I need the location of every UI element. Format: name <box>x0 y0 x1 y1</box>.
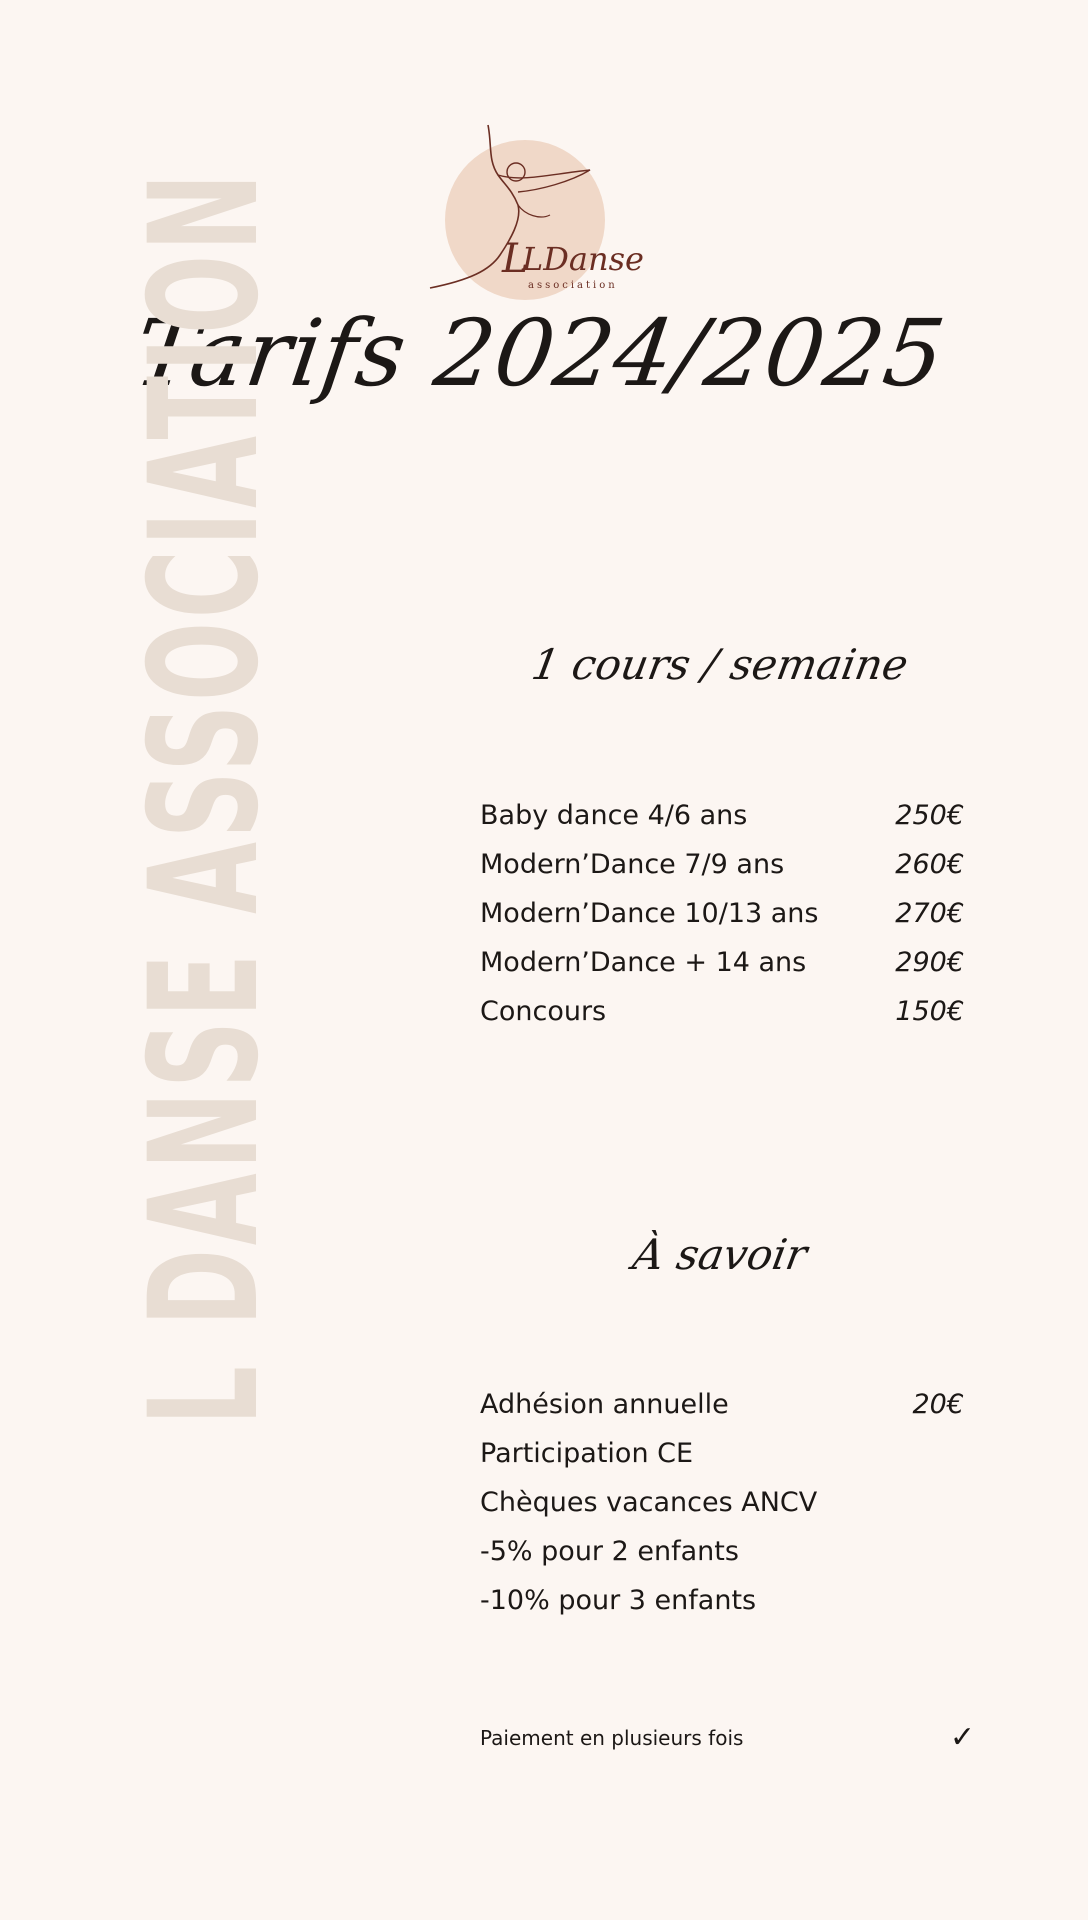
list-item <box>480 1438 964 1487</box>
svg-text:association: association <box>528 280 618 291</box>
list-item <box>480 996 964 1045</box>
payment-label: Paiement en plusieurs fois <box>480 1725 744 1750</box>
list-item <box>480 947 964 996</box>
dancer-logo-icon <box>430 120 660 300</box>
item-label: Participation CE <box>480 1438 694 1469</box>
item-label: Chèques vacances ANCV <box>480 1487 818 1518</box>
item-label: Baby dance 4/6 ans <box>480 800 748 831</box>
list-item <box>480 1585 964 1634</box>
item-label: -10% pour 3 enfants <box>480 1585 757 1616</box>
list-item <box>480 1389 964 1438</box>
list-item <box>480 898 964 947</box>
item-price: 290€ <box>895 947 964 978</box>
svg-text:L: L <box>502 236 529 282</box>
item-label: Modern’Dance 10/13 ans <box>480 898 819 929</box>
list-item <box>480 849 964 898</box>
vertical-watermark <box>118 169 292 1810</box>
item-price: 250€ <box>895 800 964 831</box>
item-price: 260€ <box>895 849 964 880</box>
item-label: Concours <box>480 996 607 1027</box>
page-title: Tarifs 2024/2025 <box>128 300 952 407</box>
price-list-courses <box>480 800 964 1045</box>
item-label: Adhésion annuelle <box>480 1389 729 1420</box>
item-label: Modern’Dance 7/9 ans <box>480 849 785 880</box>
vertical-watermark-text: L DANSE ASSOCIATION <box>118 169 292 1426</box>
list-item <box>480 1487 964 1536</box>
item-price: 20€ <box>912 1389 964 1420</box>
item-label: -5% pour 2 enfants <box>480 1536 739 1567</box>
logo <box>430 120 660 300</box>
item-label: Modern’Dance + 14 ans <box>480 947 807 978</box>
item-price: 150€ <box>895 996 964 1027</box>
list-item <box>480 800 964 849</box>
item-price: 270€ <box>895 898 964 929</box>
svg-text:LDanse: LDanse <box>522 240 644 278</box>
checkmark-icon: ✓ <box>949 1720 975 1755</box>
price-list-info <box>480 1389 964 1634</box>
section-heading-info: À savoir <box>629 1230 811 1279</box>
payment-row <box>480 1720 975 1755</box>
list-item <box>480 1536 964 1585</box>
section-heading-courses: 1 cours / semaine <box>528 640 912 689</box>
